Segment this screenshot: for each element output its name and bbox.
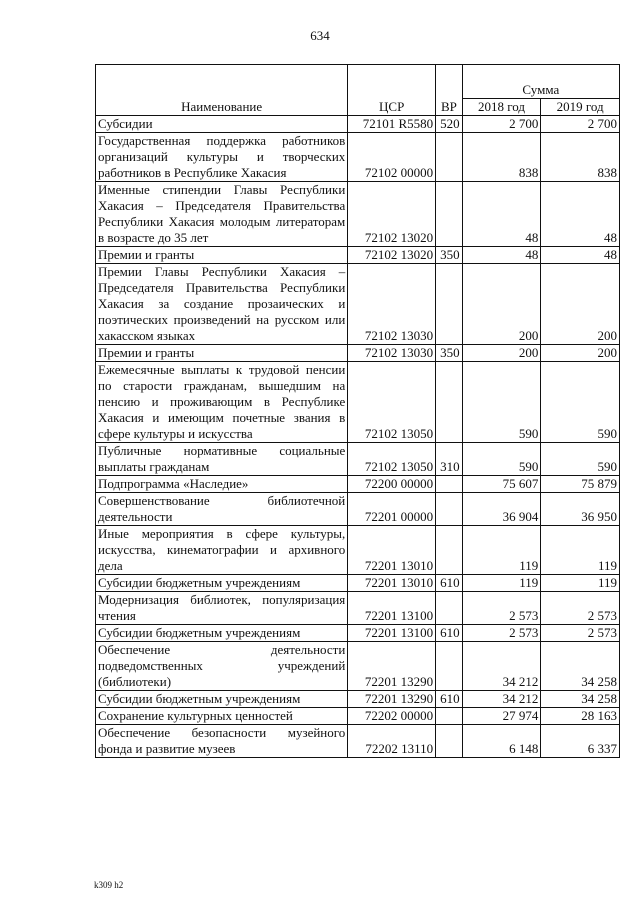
row-value-2018: 34 212 [462, 642, 541, 691]
row-vr [436, 592, 463, 625]
table-row [96, 345, 620, 362]
table-row [96, 443, 620, 476]
row-value-2018: 200 [462, 264, 541, 345]
row-name: Модернизация библиотек, популяризация чтения [96, 592, 348, 625]
table-row [96, 575, 620, 592]
row-csr: 72201 13100 [348, 592, 436, 625]
budget-table [95, 64, 620, 758]
row-name: Субсидии бюджетным учреждениям [96, 625, 348, 642]
table-row [96, 182, 620, 247]
table-row [96, 725, 620, 758]
table-row [96, 526, 620, 575]
row-value-2019: 590 [541, 443, 620, 476]
row-csr: 72102 13050 [348, 443, 436, 476]
row-value-2019: 119 [541, 526, 620, 575]
row-value-2018: 27 974 [462, 708, 541, 725]
header-vr: ВР [436, 65, 463, 116]
row-value-2019: 48 [541, 182, 620, 247]
row-csr: 72202 00000 [348, 708, 436, 725]
row-name: Премии и гранты [96, 247, 348, 264]
row-vr [436, 642, 463, 691]
table-row [96, 133, 620, 182]
table-row [96, 362, 620, 443]
row-csr: 72201 00000 [348, 493, 436, 526]
header-year-2018: 2018 год [462, 99, 541, 116]
page-number: 634 [310, 28, 330, 43]
row-value-2019: 34 258 [541, 691, 620, 708]
row-csr: 72201 13010 [348, 526, 436, 575]
row-value-2019: 590 [541, 362, 620, 443]
table-row [96, 691, 620, 708]
row-value-2019: 2 573 [541, 592, 620, 625]
row-name: Субсидии [96, 116, 348, 133]
row-name: Государственная поддержка работников организаций культуры и творческих работников в Республике Хакасия [96, 133, 348, 182]
row-value-2018: 200 [462, 345, 541, 362]
row-value-2018: 119 [462, 575, 541, 592]
row-vr: 520 [436, 116, 463, 133]
row-vr: 610 [436, 575, 463, 592]
row-name: Иные мероприятия в сфере культуры, искусства, кинематографии и архивного дела [96, 526, 348, 575]
header-sum: Сумма [462, 65, 619, 99]
row-value-2018: 119 [462, 526, 541, 575]
row-value-2018: 838 [462, 133, 541, 182]
row-vr [436, 362, 463, 443]
row-name: Ежемесячные выплаты к трудовой пенсии по старости гражданам, вышедшим на пенсию и проживающим в Республике Хакасия и имеющим почетные звания в сфере культуры и искусства [96, 362, 348, 443]
row-name: Сохранение культурных ценностей [96, 708, 348, 725]
row-value-2018: 48 [462, 182, 541, 247]
row-name: Совершенствование библиотечной деятельности [96, 493, 348, 526]
row-vr [436, 264, 463, 345]
row-vr: 310 [436, 443, 463, 476]
row-vr [436, 708, 463, 725]
row-value-2019: 2 700 [541, 116, 620, 133]
row-value-2019: 2 573 [541, 625, 620, 642]
row-name: Именные стипендии Главы Республики Хакасия – Председателя Правительства Республики Хакасия молодым литераторам в возрасте до 35 лет [96, 182, 348, 247]
row-csr: 72102 13050 [348, 362, 436, 443]
row-csr: 72201 13290 [348, 691, 436, 708]
row-vr [436, 526, 463, 575]
row-csr: 72202 13110 [348, 725, 436, 758]
row-vr: 350 [436, 345, 463, 362]
row-csr: 72102 13030 [348, 264, 436, 345]
row-csr: 72201 13290 [348, 642, 436, 691]
header-name: Наименование [96, 65, 348, 116]
row-name: Обеспечение деятельности подведомственных учреждений (библиотеки) [96, 642, 348, 691]
table-row [96, 476, 620, 493]
row-value-2018: 2 573 [462, 592, 541, 625]
row-value-2019: 119 [541, 575, 620, 592]
row-value-2018: 6 148 [462, 725, 541, 758]
row-vr [436, 133, 463, 182]
row-name: Премии и гранты [96, 345, 348, 362]
row-vr [436, 493, 463, 526]
footer-code: k309 h2 [94, 880, 124, 890]
row-name: Субсидии бюджетным учреждениям [96, 691, 348, 708]
table-body [96, 116, 620, 758]
row-name: Премии Главы Республики Хакасия – Председателя Правительства Республики Хакасия за создание прозаических и поэтических произведений на русском или хакасском языках [96, 264, 348, 345]
table-row [96, 642, 620, 691]
row-value-2019: 75 879 [541, 476, 620, 493]
header-csr: ЦСР [348, 65, 436, 116]
row-value-2019: 838 [541, 133, 620, 182]
row-value-2019: 36 950 [541, 493, 620, 526]
row-csr: 72101 R5580 [348, 116, 436, 133]
row-value-2018: 48 [462, 247, 541, 264]
table-row [96, 116, 620, 133]
row-vr [436, 476, 463, 493]
row-value-2019: 200 [541, 345, 620, 362]
row-value-2018: 590 [462, 443, 541, 476]
row-vr: 610 [436, 691, 463, 708]
row-name: Публичные нормативные социальные выплаты гражданам [96, 443, 348, 476]
table-row [96, 708, 620, 725]
row-csr: 72102 13030 [348, 345, 436, 362]
row-vr: 610 [436, 625, 463, 642]
row-csr: 72200 00000 [348, 476, 436, 493]
row-vr [436, 182, 463, 247]
row-value-2018: 590 [462, 362, 541, 443]
row-value-2018: 2 700 [462, 116, 541, 133]
row-value-2019: 48 [541, 247, 620, 264]
header-year-2019: 2019 год [541, 99, 620, 116]
row-value-2019: 6 337 [541, 725, 620, 758]
table-row [96, 592, 620, 625]
row-value-2019: 34 258 [541, 642, 620, 691]
row-vr: 350 [436, 247, 463, 264]
row-csr: 72102 13020 [348, 247, 436, 264]
row-value-2019: 28 163 [541, 708, 620, 725]
table-row [96, 247, 620, 264]
row-csr: 72201 13010 [348, 575, 436, 592]
table-row [96, 625, 620, 642]
table-row [96, 264, 620, 345]
row-csr: 72201 13100 [348, 625, 436, 642]
row-value-2019: 200 [541, 264, 620, 345]
row-value-2018: 2 573 [462, 625, 541, 642]
row-name: Субсидии бюджетным учреждениям [96, 575, 348, 592]
row-csr: 72102 00000 [348, 133, 436, 182]
row-value-2018: 34 212 [462, 691, 541, 708]
row-name: Обеспечение безопасности музейного фонда и развитие музеев [96, 725, 348, 758]
table-row [96, 493, 620, 526]
row-vr [436, 725, 463, 758]
row-value-2018: 36 904 [462, 493, 541, 526]
row-name: Подпрограмма «Наследие» [96, 476, 348, 493]
row-csr: 72102 13020 [348, 182, 436, 247]
row-value-2018: 75 607 [462, 476, 541, 493]
